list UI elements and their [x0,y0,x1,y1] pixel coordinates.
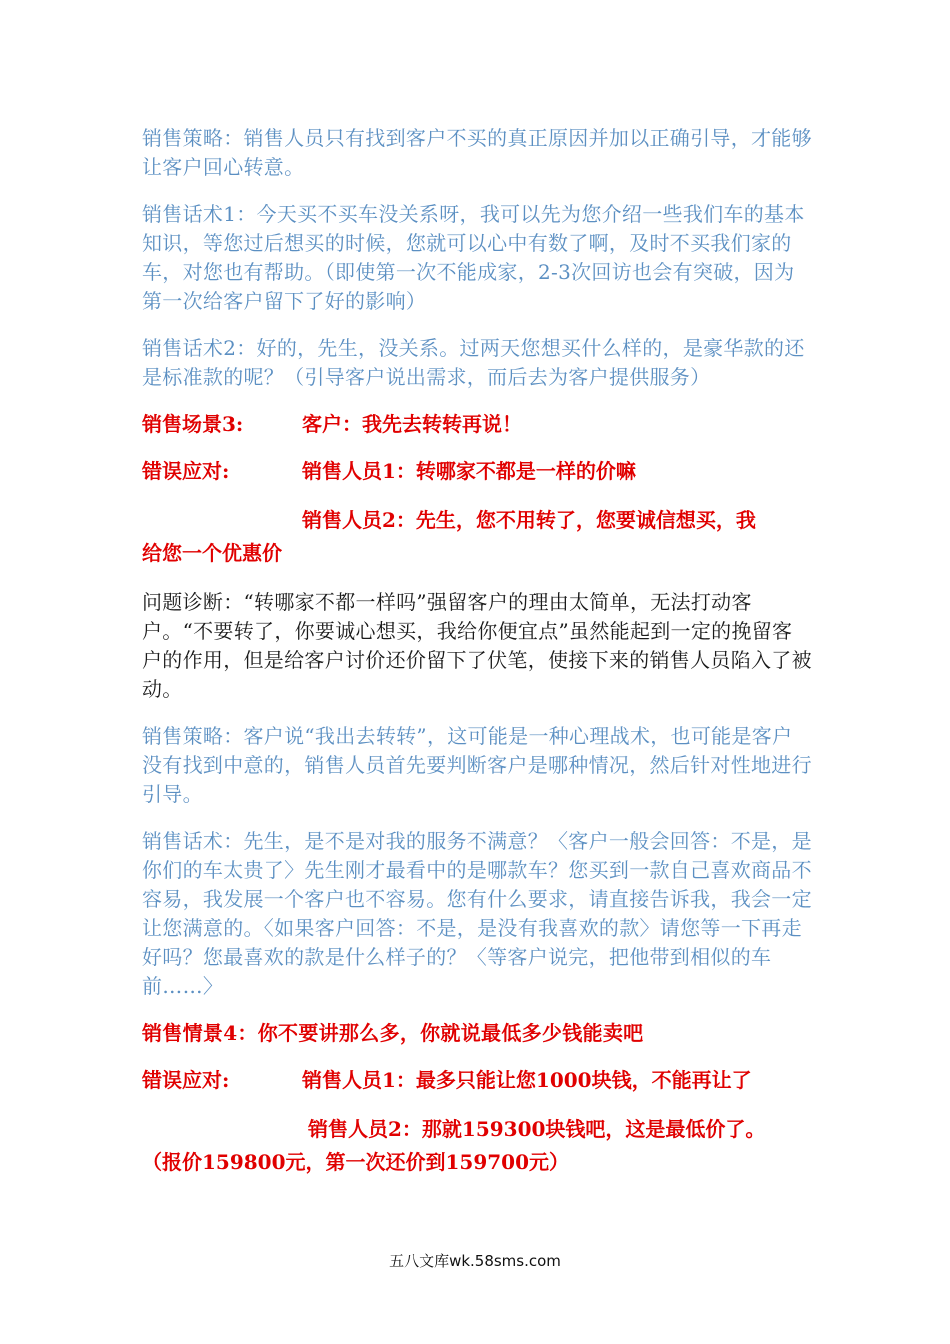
problem-diagnosis: 问题诊断：“转哪家不都一样吗”强留客户的理由太简单，无法打动客户。“不要转了，你要诚心想买，我给你便宜点”虽然能起到一定的挽留客户的作用，但是给客户讨价还价留下了伏笔，使接下来的销售人员陷入了被动。 [142,590,812,701]
document-body [142,124,812,1197]
wrong-response-3-line2-rest: 给您一个优惠价 [142,541,282,565]
sales-scene-3-label: 销售场景3: [142,412,244,436]
wrong-response-3-label: 错误应对: [142,459,230,483]
wrong-response-3-line1: 销售人员1：转哪家不都是一样的价嘛 [302,459,636,483]
wrong-response-4 [142,1066,812,1095]
wrong-response-3-line2 [142,504,812,570]
wrong-response-3-line2-lead: 销售人员2：先生，您不用转了，您要诚信想买，我 [302,508,756,532]
sales-script-1: 销售话术1：今天买不买车没关系呀，我可以先为您介绍一些我们车的基本知识，等您过后想买的时候，您就可以心中有数了啊，及时不买我们家的车，对您也有帮助。（即使第一次不能成家，2-3次回访也会有突破，因为第一次给客户留下了好的影响） [142,202,805,313]
sales-scene-4: 销售情景4：你不要讲那么多，你就说最低多少钱能卖吧 [142,1021,644,1045]
wrong-response-3 [142,457,812,486]
footer-watermark: 五八文库wk.58sms.com [389,1252,561,1270]
sales-strategy-2: 销售策略：客户说“我出去转转”，这可能是一种心理战术，也可能是客户没有找到中意的，销售人员首先要判断客户是哪种情况，然后针对性地进行引导。 [142,724,812,806]
sales-scene-3-text: 客户：我先去转转再说！ [302,412,522,436]
sales-scene-3 [142,410,812,439]
wrong-response-4-line2 [142,1113,812,1179]
sales-strategy-1: 销售策略：销售人员只有找到客户不买的真正原因并加以正确引导，才能够让客户回心转意。 [142,126,812,179]
sales-script-2: 销售话术2：好的，先生，没关系。过两天您想买什么样的，是豪华款的还是标准款的呢？（引导客户说出需求，而后去为客户提供服务） [142,336,805,389]
wrong-response-4-line2-rest: （报价159800元，第一次还价到159700元） [142,1150,569,1174]
wrong-response-4-label: 错误应对: [142,1068,230,1092]
wrong-response-4-line2-lead: 销售人员2：那就159300块钱吧，这是最低价了。 [308,1117,766,1141]
wrong-response-4-line1: 销售人员1：最多只能让您1000块钱，不能再让了 [302,1068,752,1092]
sales-script-3: 销售话术：先生，是不是对我的服务不满意？〈客户一般会回答：不是，是你们的车太贵了〉先生刚才最看中的是哪款车？您买到一款自己喜欢商品不容易，我发展一个客户也不容易。您有什么要求，请直接告诉我，我会一定让您满意的。〈如果客户回答：不是，是没有我喜欢的款〉请您等一下再走好吗？您最喜欢的款是什么样子的？〈等客户说完，把他带到相似的车前……〉 [142,829,812,998]
